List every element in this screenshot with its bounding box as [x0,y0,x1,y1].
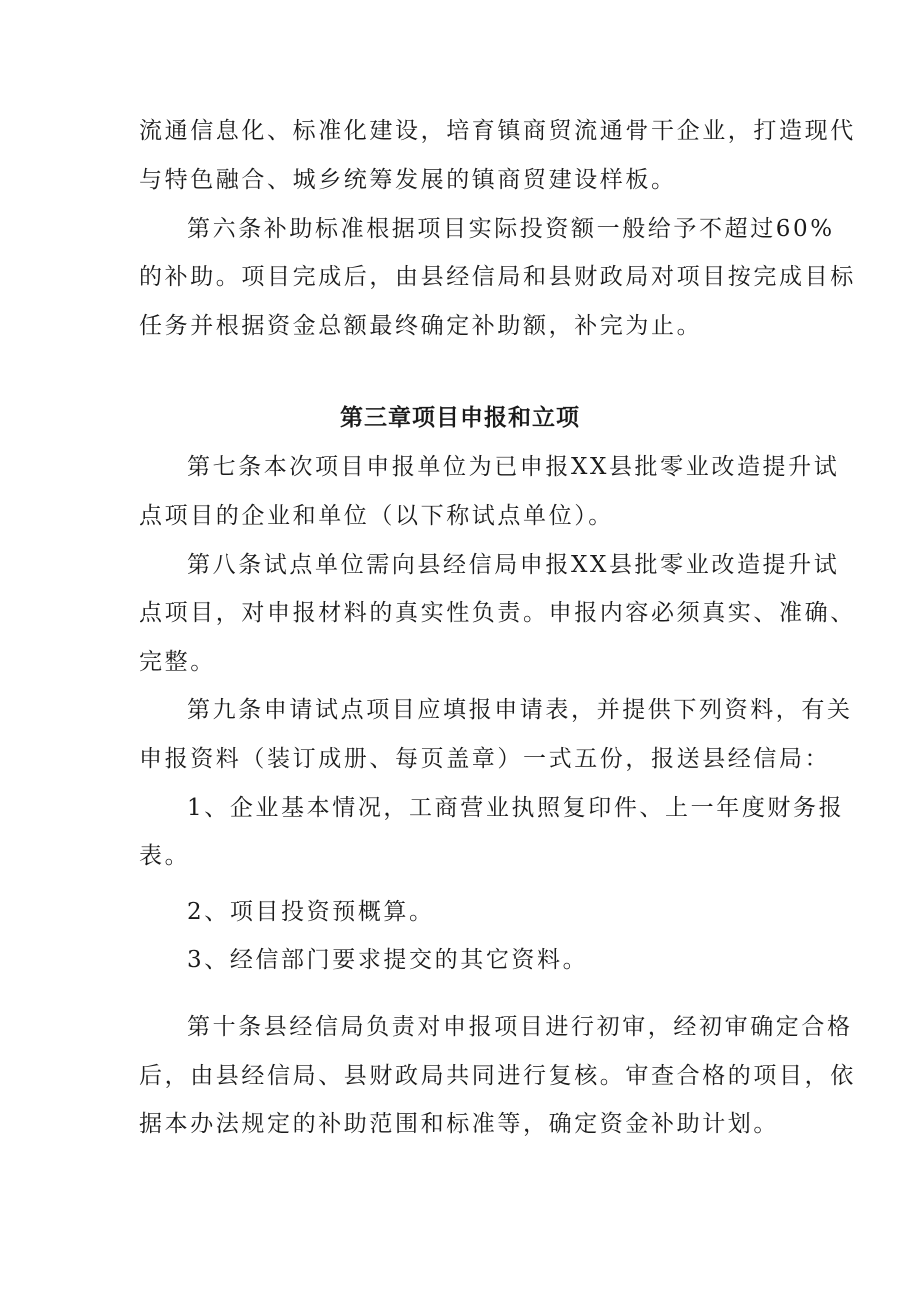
paragraph-line: 任务并根据资金总额最终确定补助额，补完为止。 [139,313,703,339]
paragraph-line: 点项目的企业和单位（以下称试点单位）。 [139,503,614,529]
paragraph-line: 第九条申请试点项目应填报申请表，并提供下列资料，有关 [187,697,853,723]
paragraph-line: 申报资料（装订成册、每页盖章）一式五份，报送县经信局： [139,746,831,772]
chapter-heading: 第三章项目申报和立项 [340,405,580,431]
paragraph-line: 第六条补助标准根据项目实际投资额一般给予不超过60% [187,216,835,242]
list-item-line: 2、项目投资预概算。 [187,899,435,925]
paragraph-line: 完整。 [139,649,216,675]
list-item-line: 3、经信部门要求提交的其它资料。 [187,947,589,973]
paragraph-line: 与特色融合、城乡统筹发展的镇商贸建设样板。 [139,167,677,193]
paragraph-line: 第八条试点单位需向县经信局申报XX县批零业改造提升试 [187,552,840,578]
paragraph-line: 后，由县经信局、县财政局共同进行复核。审查合格的项目，依 [139,1063,856,1089]
paragraph-line: 据本办法规定的补助范围和标准等，确定资金补助计划。 [139,1111,779,1137]
list-item-line: 表。 [139,843,191,869]
paragraph-line: 的补助。项目完成后，由县经信局和县财政局对项目按完成目标 [139,264,856,290]
paragraph-line: 点项目，对申报材料的真实性负责。申报内容必须真实、准确、 [139,600,856,626]
paragraph-line: 流通信息化、标准化建设，培育镇商贸流通骨干企业，打造现代 [139,118,856,144]
paragraph-line: 第十条县经信局负责对申报项目进行初审，经初审确定合格 [187,1014,853,1040]
paragraph-line: 第七条本次项目申报单位为已申报XX县批零业改造提升试 [187,454,840,480]
list-item-line: 1、企业基本情况，工商营业执照复印件、上一年度财务报 [187,795,845,821]
